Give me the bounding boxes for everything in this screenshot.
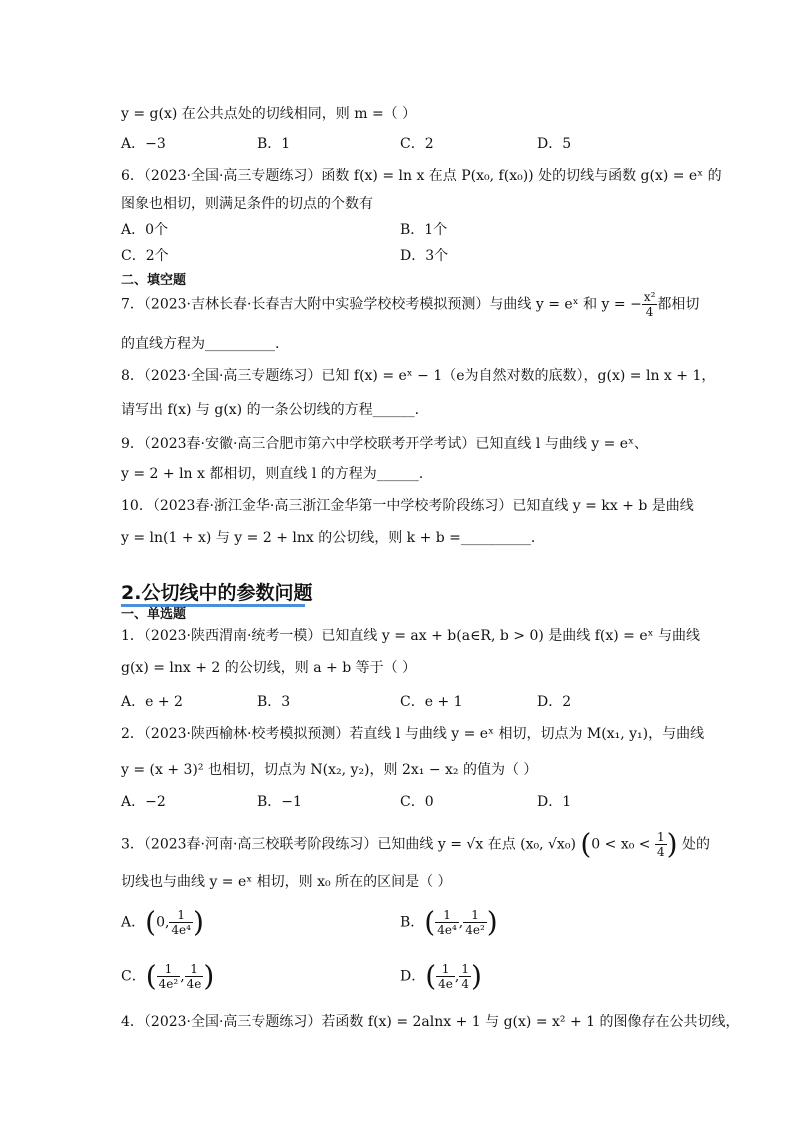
problem-3-line1 [121,827,711,861]
p2-option-a[interactable]: A．−2 [121,794,166,810]
question-8-line2: 请写出 f(x) 与 g(x) 的一条公切线的方程______. [121,402,420,418]
p1-option-a[interactable]: A．e + 2 [121,694,183,710]
problem-2-line2: y = (x + 3)² 也相切，切点为 N(x₂, y₂)，则 2x₁ − x₂ 的值为（ ） [121,762,538,778]
p3-option-b-label: B． [400,914,425,931]
question-10-line2: y = ln(1 + x) 与 y = 2 + lnx 的公切线，则 k + b =__________. [121,530,536,546]
p2-option-d[interactable]: D．1 [537,794,572,810]
p3-option-c[interactable]: C．( $\frac{1}{\text{4e²}}$ , $\frac{1}{4e}$ ) [121,959,215,993]
p1-option-c[interactable]: C．e + 1 [400,694,463,710]
p3-option-a-label: A． [121,914,146,931]
question-9-line2: y = 2 + ln x 都相切，则直线 l 的方程为______. [121,466,424,482]
p3-option-b[interactable]: B．( $\frac{1}{\text{4e⁴}}$ , $\frac{1}{\text{4e²}}$ ) [400,905,498,939]
p1-option-b[interactable]: B．3 [257,694,291,710]
p3-option-d-label: D． [400,968,426,985]
q7-fraction [642,290,658,319]
q5-option-b[interactable]: B．1 [257,136,291,152]
q6-option-c[interactable]: C．2个 [121,248,169,264]
question-6-line2: 图象也相切，则满足条件的切点的个数有 [121,196,373,212]
p3-text-a: 3．（2023春·河南·高三校联考阶段练习）已知曲线 y = √x 在点 (x₀, √x₀) [121,836,576,853]
question-6-line1: 6．（2023·全国·高三专题练习）函数 f(x) = ln x 在点 P(x₀, f(x₀)) 处的切线与函数 g(x) = eˣ 的 [121,168,722,184]
p3-text-b: 0 < x₀ < [591,836,651,853]
problem-3-line2: 切线也与曲线 y = eˣ 相切，则 x₀ 所在的区间是（ ） [121,874,452,890]
q6-option-a[interactable]: A．0个 [121,222,169,238]
p1-option-d[interactable]: D．2 [537,694,572,710]
question-8-line1: 8．（2023·全国·高三专题练习）已知 f(x) = eˣ − 1（e为自然对数的底数），g(x) = ln x + 1， [121,368,716,384]
q7-frac-num: x² [643,290,656,304]
question-5-tail: y = g(x) 在公共点处的切线相同，则 m =（ ） [121,106,417,122]
section-single-heading: 一、单选题 [121,607,187,622]
p3-option-a-frac: $\frac{1}{\text{4e⁴}}$ [171,908,191,937]
p3-option-b-frac2: $\frac{1}{\text{4e²}}$ [465,908,485,937]
p3-option-c-frac1: $\frac{1}{\text{4e²}}$ [158,962,179,991]
section-2-title: 2.公切线中的参数问题 [121,582,313,604]
q5-option-d[interactable]: D．5 [537,136,572,152]
problem-4-line1: 4．（2023·全国·高三专题练习）若函数 f(x) = 2alnx + 1 与 g(x) = x² + 1 的图像存在公共切线， [121,1014,740,1030]
p3-paren-close: ) [666,827,678,861]
problem-2-line1: 2．（2023·陕西榆林·校考模拟预测）若直线 l 与曲线 y = eˣ 相切，切点为 M(x₁, y₁)，与曲线 [121,726,705,742]
p3-option-c-label: C． [121,968,146,985]
q5-option-a[interactable]: A．−3 [121,136,166,152]
q6-option-b[interactable]: B．1个 [400,222,448,238]
p3-paren-open: ( [580,827,592,861]
p3-text-c: 处的 [682,836,711,853]
p3-option-d[interactable]: D．( $\frac{1}{4e}$ , $\frac{1}{4}$ ) [400,959,482,993]
question-7-line2: 的直线方程为__________. [121,336,280,352]
p3-option-b-frac1: $\frac{1}{\text{4e⁴}}$ [437,908,457,937]
q5-option-c[interactable]: C．2 [400,136,434,152]
q7-text-b: 都相切 [657,296,700,313]
p3-option-c-frac2: $\frac{1}{4e}$ [186,962,202,991]
question-7-line1 [121,290,699,319]
p2-option-c[interactable]: C．0 [400,794,434,810]
p3-option-d-frac2: $\frac{1}{4}$ [461,962,470,991]
p3-option-d-frac1: $\frac{1}{4e}$ [438,962,453,991]
p3-option-a-left: 0, [156,914,170,931]
q7-text-a: 7．（2023·吉林长春·长春吉大附中实验学校校考模拟预测）与曲线 y = eˣ 和 y = − [121,296,642,313]
p3-option-a[interactable]: A．(0, $\frac{1}{\text{4e⁴}}$ ) [121,905,204,939]
q7-frac-den: 4 [645,305,654,319]
section-fill-heading: 二、填空题 [121,273,187,288]
p3-fraction: $\frac{1}{4}$ [656,830,665,859]
question-9-line1: 9．（2023春·安徽·高三合肥市第六中学校联考开学考试）已知直线 l 与曲线 y = eˣ、 [121,436,649,452]
problem-1-line1: 1．（2023·陕西渭南·统考一模）已知直线 y = ax + b(a∈R, b > 0) 是曲线 f(x) = eˣ 与曲线 [121,628,701,644]
question-10-line1: 10．（2023春·浙江金华·高三浙江金华第一中学校考阶段练习）已知直线 y = kx + b 是曲线 [121,498,694,514]
q6-option-d[interactable]: D．3个 [400,248,449,264]
p2-option-b[interactable]: B．−1 [257,794,302,810]
problem-1-line2: g(x) = lnx + 2 的公切线，则 a + b 等于（ ） [121,660,417,676]
